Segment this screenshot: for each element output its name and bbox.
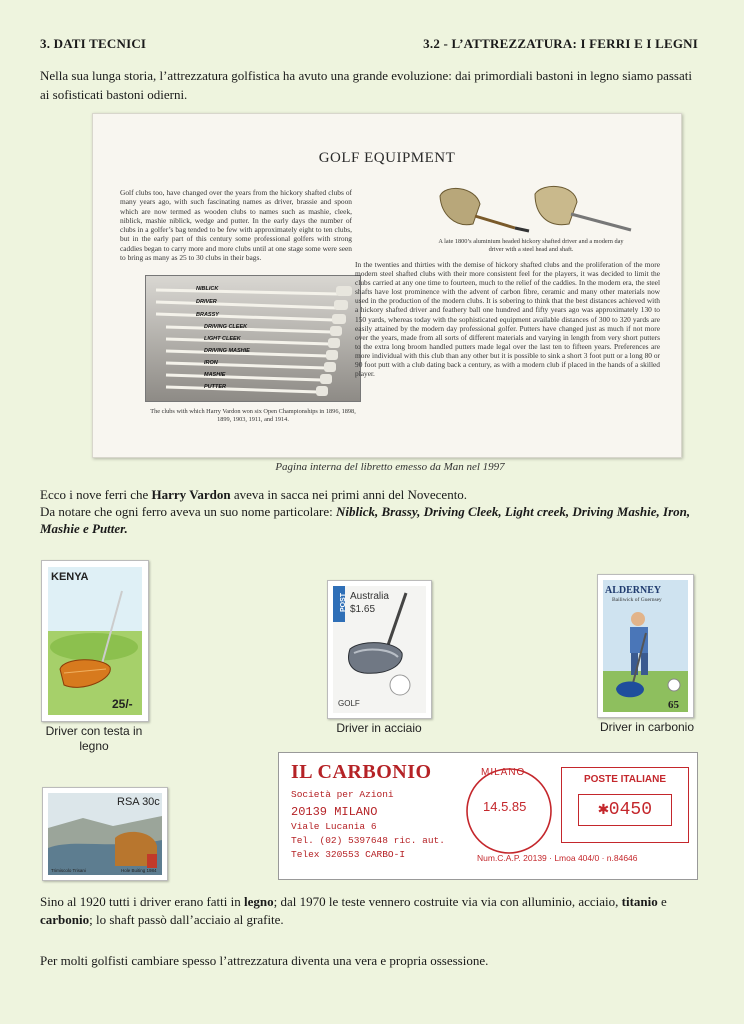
kenya-value: 25/- — [112, 697, 133, 711]
stamp-rsa — [42, 787, 168, 881]
meter-footer: Num.C.A.P. 20139 · Lmoa 404/0 · n.84646 — [477, 853, 638, 863]
carbonio: carbonio — [40, 912, 90, 927]
harry-vardon: Harry Vardon — [151, 487, 231, 502]
australia-subject: GOLF — [338, 699, 360, 708]
text: Sino al 1920 tutti i driver erano fatti in — [40, 894, 244, 909]
stamp-alderney — [597, 574, 694, 718]
company-street: Viale Lucania 6 — [291, 821, 377, 832]
il-carbonio-envelope — [278, 752, 698, 880]
intro-paragraph: Nella sua lunga storia, l’attrezzatura golfistica ha avuto una grande evoluzione: dai primordiali bastoni in legno siamo passati ai sofisticati bastoni odierni. — [40, 68, 692, 102]
booklet-page — [92, 113, 682, 458]
rsa-caption-right: Hole Buiting 1984 — [121, 868, 157, 873]
alderney-country: ALDERNEY — [605, 585, 662, 596]
booklet-column-right: In the twenties and thirties with the demise of hickory shafted clubs and the proliferation of the more modern steel shafted clubs with their more consistent feel for the players, it was decided to limit the clubs carried at any one time to fourteen, much to the relief of the caddies. In the modern era, the steel shafts have lost prominence with the advent of carbon fibre, ceramic and many other materials now used in the production of the modern clubs. It is sobering to think that the best distances achieved with a hickory shafted driver and feathery ball one hundred and fifty years ago was approximately 130 to 150 yards, whereas today with the sophisticated equipment available distances of 300 to 320 yards are easily attained by the modern day professional golfer. Putters have changed just as much if not more over the years, made from all sorts of different materials and varying in length from very short putters to the extra long broom handled putters made legal over the last ten to fifteen years. Preferences are more individual with this club than any other but it is possible to sink a short 3 foot putt or a long 80 or 90 foot putt with a club dating back a century, as with a modern club if placed in the hands of a skilled player. — [355, 260, 660, 379]
obsession-paragraph: Per molti golfisti cambiare spesso l’attrezzatura diventa una vera e propria ossessione. — [40, 953, 489, 968]
drivers-illustration — [435, 184, 635, 236]
text: e — [657, 894, 667, 909]
australia-value: $1.65 — [350, 604, 376, 615]
kenya-country: KENYA — [51, 571, 89, 583]
alderney-caption: Driver in carbonio — [599, 720, 695, 734]
club-names: Niblick, Brassy, Driving Cleek, Light creek, Driving Mashie, Iron, Mashie e Putter. — [40, 504, 691, 536]
stamp-australia — [327, 580, 432, 719]
meter-value: ✱0450 — [578, 794, 672, 826]
company-telex: Telex 320553 CARBO-I — [291, 849, 406, 860]
meter-header: POSTE ITALIANE — [583, 774, 667, 785]
club-label: IRON — [204, 360, 218, 366]
club-label: NIBLICK — [196, 286, 219, 292]
stamp-kenya — [41, 560, 149, 722]
alderney-sub: Bailiwick of Guernsey — [612, 597, 662, 603]
alderney-value: 65 — [668, 699, 679, 711]
club-label: DRIVING MASHIE — [204, 348, 250, 354]
booklet-title: GOLF EQUIPMENT — [318, 150, 456, 166]
club-label: PUTTER — [204, 384, 226, 390]
section-title: 3. DATI TECNICI — [40, 36, 147, 51]
drivers-caption: A late 1800’s aluminium headed hickory shafted driver and a modern day driver with a steel head and shaft. — [438, 238, 624, 253]
kenya-caption: Driver con testa in legno — [45, 724, 143, 753]
company-name: IL CARBONIO — [291, 761, 432, 783]
postmark-date: 14.5.85 — [483, 799, 527, 814]
company-tel: Tel. (02) 5397648 ric. aut. — [291, 835, 445, 846]
text: Ecco i nove ferri che — [40, 487, 152, 502]
legno: legno — [244, 894, 274, 909]
postage-meter — [561, 767, 689, 843]
rsa-caption-left: Trimiscolo Trisani — [51, 868, 86, 873]
vardon-paragraph — [40, 486, 710, 537]
photo-caption: The clubs with which Harry Vardon won six Open Championships in 1896, 1898, 1899, 1903, 1911, and 1914. — [150, 408, 356, 423]
booklet-caption: Pagina interna del libretto emesso da Man nel 1997 — [275, 461, 505, 473]
postmark-city: MILANO — [481, 767, 526, 778]
text: aveva in sacca nei primi anni del Novecento. — [230, 487, 468, 502]
australia-post: POST — [340, 592, 348, 613]
booklet-column-left: Golf clubs too, have changed over the years from the hickory shafted clubs of many years ago, with such fascinating names as driver, brassie and spoon which are now termed as wooden clubs to names such as mashie, cleek, niblick, mashie niblick, wedge and putter. In the early days the number of clubs in a golfer’s bag tended to be few with approximately eight to ten clubs, but in the early part of this century some professional golfers with strong caddies began to carry more and more clubs until at one stage some were seen to bring as many as 25 to 30 clubs in their bags. — [120, 188, 352, 263]
company-city: 20139 MILANO — [291, 805, 378, 819]
australia-country: Australia — [350, 591, 389, 602]
rsa-value: RSA 30c — [117, 796, 160, 808]
club-label: DRIVING CLEEK — [204, 324, 248, 330]
club-label: LIGHT CLEEK — [204, 336, 241, 342]
club-label: MASHIE — [204, 372, 226, 378]
titanio: titanio — [621, 894, 658, 909]
text: ; dal 1970 le teste vennero costruite via via con alluminio, acciaio, — [273, 894, 622, 909]
company-type: Società per Azioni — [291, 789, 394, 800]
text: ; lo shaft passò dall’acciaio al grafite. — [89, 912, 284, 927]
drivers-materials-paragraph — [40, 893, 710, 929]
text: Da notare che ogni ferro aveva un suo nome particolare: — [40, 504, 336, 519]
club-label: DRIVER — [196, 299, 217, 305]
subsection-title: 3.2 - L’ATTREZZATURA: I FERRI E I LEGNI — [423, 36, 698, 51]
australia-caption: Driver in acciaio — [336, 721, 422, 735]
vardon-clubs-photo — [145, 275, 361, 402]
club-label: BRASSY — [196, 312, 219, 318]
